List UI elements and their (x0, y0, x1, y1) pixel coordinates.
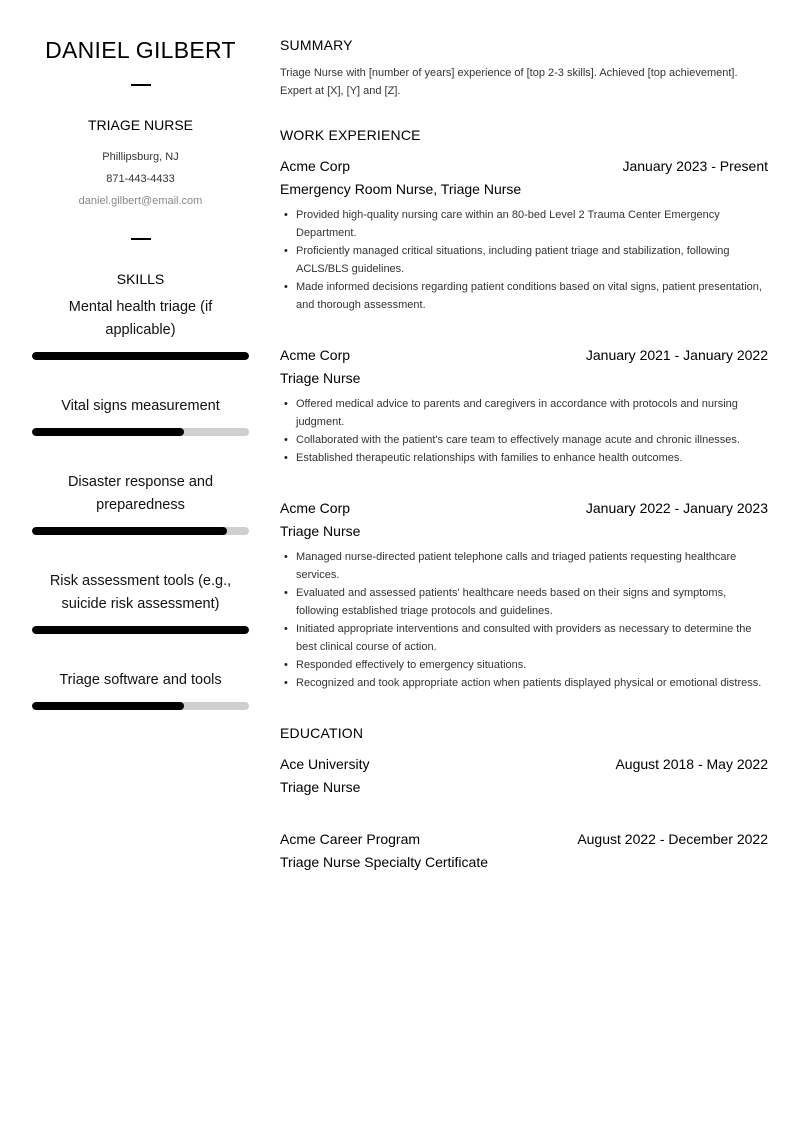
bullet-item: • Evaluated and assessed patients' healthcare needs based on their signs and symptoms, following established triage protocols and guidelines. (296, 584, 768, 620)
work-experience-heading: WORK EXPERIENCE (280, 127, 421, 143)
job-bullets (280, 548, 768, 692)
job-role: Triage Nurse (280, 370, 361, 386)
education-dates: August 2018 - May 2022 (615, 756, 768, 772)
candidate-name: DANIEL GILBERT (45, 37, 236, 63)
bullet-item: • Managed nurse-directed patient telephone calls and triaged patients requesting healthcare services. (296, 548, 768, 584)
skill-label: Disaster response and preparedness (67, 474, 214, 513)
email-link[interactable]: daniel.gilbert@email.com (78, 195, 203, 207)
skill-bar (32, 626, 249, 634)
bullet-item: • Collaborated with the patient's care team to effectively manage acute and chronic illnesses. (296, 431, 768, 449)
skill-bar (32, 428, 249, 436)
degree: Triage Nurse Specialty Certificate (280, 854, 489, 870)
skill-bar (32, 702, 249, 710)
bullet-item: • Responded effectively to emergency situations. (296, 656, 768, 674)
location: Phillipsburg, NJ (102, 151, 179, 163)
education-dates: August 2022 - December 2022 (577, 831, 768, 847)
school-name: Acme Career Program (280, 831, 421, 847)
skill-bar (32, 527, 249, 535)
school-name: Ace University (280, 756, 370, 772)
job-bullets (280, 206, 768, 314)
job-bullets (280, 395, 768, 467)
job-title: TRIAGE NURSE (87, 117, 193, 133)
main-content (280, 0, 768, 871)
skill-item (32, 296, 249, 360)
summary-text: Triage Nurse with [number of years] experience of [top 2-3 skills]. Achieved [top achievement]. Expert at [X], [Y] and [Z]. (280, 67, 738, 97)
bullet-item: • Offered medical advice to parents and caregivers in accordance with protocols and nursing judgment. (296, 395, 768, 431)
company-name: Acme Corp (280, 347, 351, 363)
job-header (280, 346, 768, 364)
job-header (280, 157, 768, 175)
education-heading: EDUCATION (280, 725, 364, 741)
education-entry (280, 755, 768, 796)
degree: Triage Nurse (280, 779, 361, 795)
summary-heading: SUMMARY (280, 37, 353, 53)
skill-label: Risk assessment tools (e.g., suicide risk assessment) (49, 573, 232, 612)
job-entry (280, 346, 768, 467)
job-role: Triage Nurse (280, 523, 361, 539)
bullet-item: • Established therapeutic relationships with families to enhance health outcomes. (296, 449, 768, 467)
skill-bar-fill (32, 428, 184, 436)
bullet-item: • Made informed decisions regarding patient conditions based on vital signs, patient presentation, and thorough assessment. (296, 278, 768, 314)
sidebar (32, 0, 249, 710)
skills-heading: SKILLS (116, 271, 165, 287)
bullet-item: • Recognized and took appropriate action when patients displayed physical or emotional distress. (296, 674, 768, 692)
skill-item (32, 471, 249, 535)
skill-label: Vital signs measurement (61, 398, 220, 414)
skill-item (32, 395, 249, 436)
phone: 871-443-4433 (106, 173, 175, 185)
company-name: Acme Corp (280, 500, 351, 516)
job-dates: January 2023 - Present (622, 158, 768, 174)
education-entry (280, 830, 768, 871)
education-header (280, 830, 768, 848)
skill-bar-fill (32, 352, 249, 360)
education-header (280, 755, 768, 773)
skill-bar-fill (32, 626, 249, 634)
job-dates: January 2022 - January 2023 (585, 500, 768, 516)
divider (131, 238, 151, 240)
divider (131, 84, 151, 86)
skill-label: Triage software and tools (59, 672, 222, 688)
job-header (280, 499, 768, 517)
bullet-item: • Provided high-quality nursing care within an 80-bed Level 2 Trauma Center Emergency Department. (296, 206, 768, 242)
bullet-item: • Proficiently managed critical situations, including patient triage and stabilization, following ACLS/BLS guidelines. (296, 242, 768, 278)
skill-bar-fill (32, 702, 184, 710)
skill-item (32, 570, 249, 634)
skill-bar (32, 352, 249, 360)
skill-item (32, 669, 249, 710)
skill-bar-fill (32, 527, 227, 535)
job-role: Emergency Room Nurse, Triage Nurse (280, 181, 522, 197)
job-dates: January 2021 - January 2022 (585, 347, 768, 363)
skill-label: Mental health triage (if applicable) (68, 299, 213, 338)
bullet-item: • Initiated appropriate interventions and consulted with providers as necessary to determine the best clinical course of action. (296, 620, 768, 656)
job-entry (280, 499, 768, 692)
job-entry (280, 157, 768, 314)
company-name: Acme Corp (280, 158, 351, 174)
